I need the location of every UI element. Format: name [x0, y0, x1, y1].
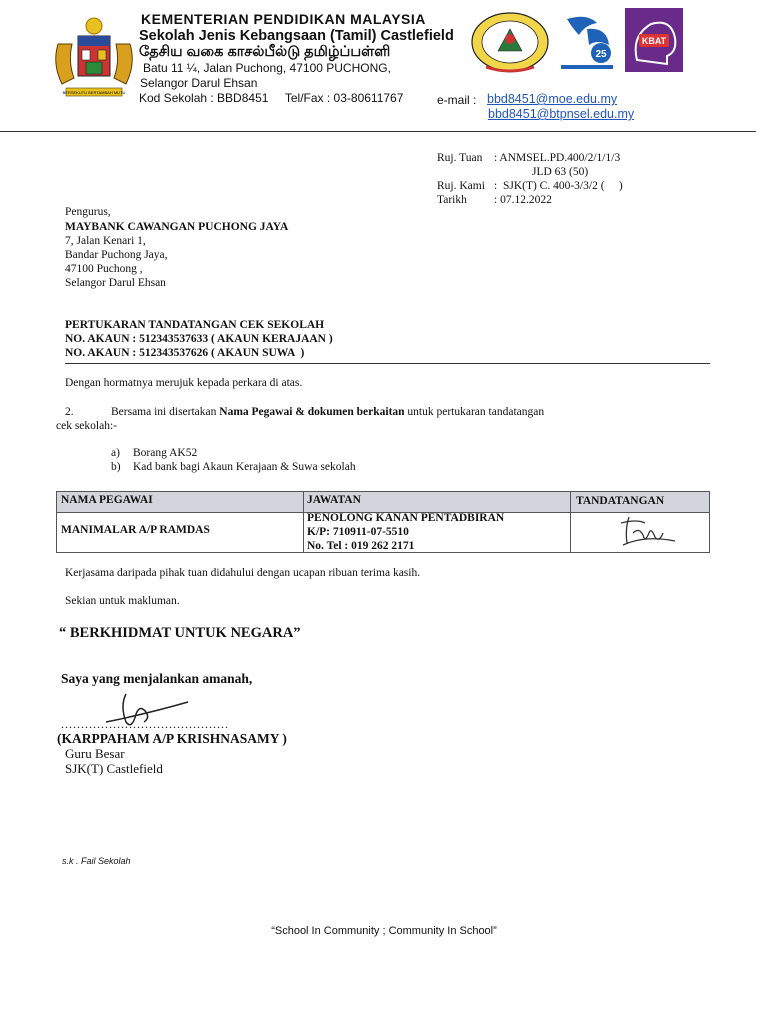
paragraph-number: 2.	[65, 406, 74, 418]
ref-tuan-value-2: JLD 63 (50)	[532, 166, 589, 178]
ministry-anniversary-logo	[557, 9, 617, 73]
signature-dots: ..........................................	[61, 717, 229, 731]
ref-date-label: Tarikh	[437, 194, 467, 206]
footer-slogan: “School In Community ; Community In School”	[271, 925, 497, 937]
list-marker-a: a)	[111, 447, 120, 459]
subject-line-2: NO. AKAUN : 512343537633 ( AKAUN KERAJAAN )	[65, 333, 333, 345]
officer-table	[56, 491, 710, 553]
paragraph-2-bold: Nama Pegawai & dokumen berkaitan	[219, 406, 405, 418]
kbat-text: KBAT	[641, 36, 667, 46]
table-header-tandatangan: TANDATANGAN	[576, 495, 665, 507]
paragraph-2	[111, 406, 544, 418]
signatory-school: SJK(T) Castlefield	[65, 761, 163, 776]
ref-kami-value: : SJK(T) C. 400-3/3/2 ( )	[494, 180, 623, 192]
recipient-address-4: Selangor Darul Ehsan	[65, 277, 166, 289]
crest-motto: BERSEKUTU BERTAMBAH MUTU	[62, 90, 126, 95]
motto: “ BERKHIDMAT UNTUK NEGARA”	[59, 625, 301, 641]
officer-signature-image	[615, 509, 685, 551]
ref-date-value: : 07.12.2022	[494, 194, 552, 206]
kbat-logo	[625, 8, 683, 72]
cc-note: s.k . Fail Sekolah	[62, 856, 131, 866]
address-line-1: Batu 11 ¼, Jalan Puchong, 47100 PUCHONG,	[143, 61, 391, 75]
recipient-name: MAYBANK CAWANGAN PUCHONG JAYA	[65, 221, 289, 233]
table-column-divider	[570, 492, 571, 552]
recipient-salutation: Pengurus,	[65, 206, 111, 218]
ref-kami-label: Ruj. Kami	[437, 180, 485, 192]
list-item-b: Kad bank bagi Akaun Kerajaan & Suwa sekolah	[133, 461, 356, 473]
signatory-title: Guru Besar	[65, 746, 125, 761]
address-line-2: Selangor Darul Ehsan	[140, 76, 258, 90]
ref-tuan-label: Ruj. Tuan	[437, 152, 483, 164]
subject-line-1: PERTUKARAN TANDATANGAN CEK SEKOLAH	[65, 319, 325, 331]
paragraph-2-pre: Bersama ini disertakan	[111, 406, 220, 418]
table-column-divider	[303, 492, 304, 552]
list-marker-b: b)	[111, 461, 121, 473]
school-badge-logo	[470, 11, 550, 73]
ref-tuan-value: : ANMSEL.PD.400/2/1/1/3	[494, 152, 621, 164]
paragraph-2-continued: cek sekolah:-	[56, 420, 117, 432]
table-cell-nama: MANIMALAR A/P RAMDAS	[61, 524, 210, 536]
table-header-jawatan: JAWATAN	[307, 494, 361, 506]
table-header-nama: NAMA PEGAWAI	[61, 494, 153, 506]
closing-sentence: Sekian untuk makluman.	[65, 595, 180, 607]
header-divider	[0, 131, 756, 132]
email-link-btpnsel[interactable]: bbd8451@btpnsel.edu.my	[488, 107, 635, 121]
email-label: e-mail :	[437, 93, 477, 107]
opening-sentence: Dengan hormatnya merujuk kepada perkara di atas.	[65, 377, 303, 389]
trust-statement: Saya yang menjalankan amanah,	[61, 671, 253, 686]
ministry-name: KEMENTERIAN PENDIDIKAN MALAYSIA	[141, 11, 426, 27]
school-name: Sekolah Jenis Kebangsaan (Tamil) Castlefield	[139, 28, 454, 44]
malaysia-crest-logo	[48, 14, 140, 106]
thanks-sentence: Kerjasama daripada pihak tuan didahului dengan ucapan ribuan terima kasih.	[65, 567, 421, 579]
recipient-address-3: 47100 Puchong ,	[65, 263, 143, 275]
subject-line-3: NO. AKAUN : 512343537626 ( AKAUN SUWA )	[65, 347, 305, 359]
school-code-phone: Kod Sekolah : BBD8451 Tel/Fax : 03-80611767	[139, 91, 404, 105]
signatory-name: (KARPPAHAM A/P KRISHNASAMY )	[57, 731, 287, 746]
list-item-a: Borang AK52	[133, 447, 198, 459]
recipient-address-2: Bandar Puchong Jaya,	[65, 249, 168, 261]
table-cell-jawatan-1: PENOLONG KANAN PENTADBIRAN	[307, 512, 505, 524]
subject-underline	[65, 363, 710, 364]
paragraph-2-post: untuk pertukaran tandatangan	[404, 406, 545, 418]
email-link-moe[interactable]: bbd8451@moe.edu.my	[487, 92, 618, 106]
logo2-number: 25	[595, 49, 607, 60]
recipient-address-1: 7, Jalan Kenari 1,	[65, 235, 146, 247]
school-name-tamil: தேசிய வகை காசல்பீல்டு தமிழ்ப்பள்ளி	[139, 44, 391, 60]
table-cell-jawatan-2: K/P: 710911-07-5510	[307, 526, 409, 538]
table-cell-jawatan-3: No. Tel : 019 262 2171	[307, 540, 415, 552]
